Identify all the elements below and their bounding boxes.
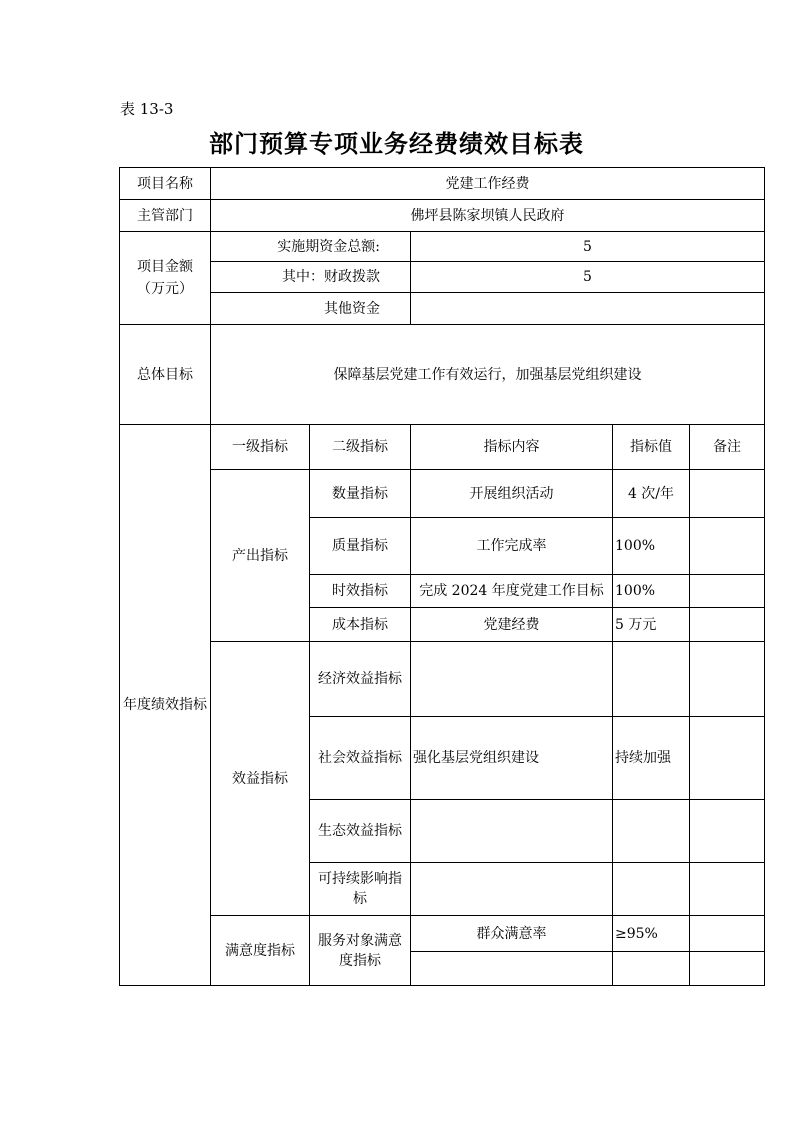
indicator-note: [690, 800, 765, 863]
indicator-content: 党建经费: [411, 608, 613, 642]
indicator-value: 100%: [613, 518, 690, 575]
project-name-label: 项目名称: [120, 168, 211, 200]
row-fiscal-amount: [120, 262, 765, 293]
indicator-note: [690, 916, 765, 952]
indicator-content: [411, 800, 613, 863]
indicator-name: 经济效益指标: [310, 642, 411, 717]
total-amount-label: 实施期资金总额:: [211, 232, 411, 262]
indicator-note: [690, 952, 765, 986]
row-indicator-headers: [120, 425, 765, 470]
indicator-note: [690, 863, 765, 916]
benefit-indicators-label: 效益指标: [211, 642, 310, 916]
output-indicators-label: 产出指标: [211, 470, 310, 642]
indicator-content: 强化基层党组织建设: [411, 717, 613, 800]
satisfaction-indicators-label: 满意度指标: [211, 916, 310, 986]
other-funds-label: 其他资金: [211, 293, 411, 325]
indicator-content: 工作完成率: [411, 518, 613, 575]
indicator-content: [411, 952, 613, 986]
other-funds-value: [411, 293, 765, 325]
header-level2: 二级指标: [310, 425, 411, 470]
header-value: 指标值: [613, 425, 690, 470]
department-value: 佛坪县陈家坝镇人民政府: [211, 200, 765, 232]
amount-label: 项目金额 （万元）: [120, 232, 211, 325]
indicator-content: [411, 863, 613, 916]
header-level1: 一级指标: [211, 425, 310, 470]
table-row: [120, 642, 765, 717]
indicator-content: 群众满意率: [411, 916, 613, 952]
indicator-note: [690, 608, 765, 642]
fiscal-amount-value: 5: [411, 262, 765, 293]
indicator-value: 5 万元: [613, 608, 690, 642]
indicator-content: 开展组织活动: [411, 470, 613, 518]
indicator-note: [690, 717, 765, 800]
indicator-value: 4 次/年: [613, 470, 690, 518]
indicator-value: [613, 642, 690, 717]
row-overall-goal: [120, 325, 765, 425]
performance-goal-table: [119, 167, 765, 986]
row-total-amount: [120, 232, 765, 262]
row-project-name: [120, 168, 765, 200]
department-label: 主管部门: [120, 200, 211, 232]
indicator-content: [411, 642, 613, 717]
table-row: [120, 916, 765, 952]
indicator-content: 完成 2024 年度党建工作目标: [411, 575, 613, 608]
fiscal-amount-label: 其中：财政拨款: [211, 262, 411, 293]
indicator-note: [690, 518, 765, 575]
indicator-value: [613, 952, 690, 986]
header-content: 指标内容: [411, 425, 613, 470]
table-number-label: 表 13-3: [120, 100, 174, 118]
indicator-name: 成本指标: [310, 608, 411, 642]
overall-goal-value: 保障基层党建工作有效运行，加强基层党组织建设: [211, 325, 765, 425]
table-row: [120, 470, 765, 518]
document-title: 部门预算专项业务经费绩效目标表: [209, 129, 584, 158]
indicator-name: 数量指标: [310, 470, 411, 518]
overall-goal-label: 总体目标: [120, 325, 211, 425]
indicator-name: 服务对象满意度指标: [310, 916, 411, 986]
project-name-value: 党建工作经费: [211, 168, 765, 200]
indicator-name: 可持续影响指标: [310, 863, 411, 916]
row-other-funds: [120, 293, 765, 325]
indicator-name: 社会效益指标: [310, 717, 411, 800]
indicator-name: 质量指标: [310, 518, 411, 575]
indicator-note: [690, 575, 765, 608]
indicator-name: 时效指标: [310, 575, 411, 608]
annual-indicators-label: 年度绩效指标: [120, 425, 211, 986]
indicator-value: [613, 863, 690, 916]
row-department: [120, 200, 765, 232]
indicator-name: 生态效益指标: [310, 800, 411, 863]
indicator-note: [690, 470, 765, 518]
indicator-value: 持续加强: [613, 717, 690, 800]
header-note: 备注: [690, 425, 765, 470]
total-amount-value: 5: [411, 232, 765, 262]
indicator-value: ≥95%: [613, 916, 690, 952]
indicator-note: [690, 642, 765, 717]
indicator-value: 100%: [613, 575, 690, 608]
indicator-value: [613, 800, 690, 863]
